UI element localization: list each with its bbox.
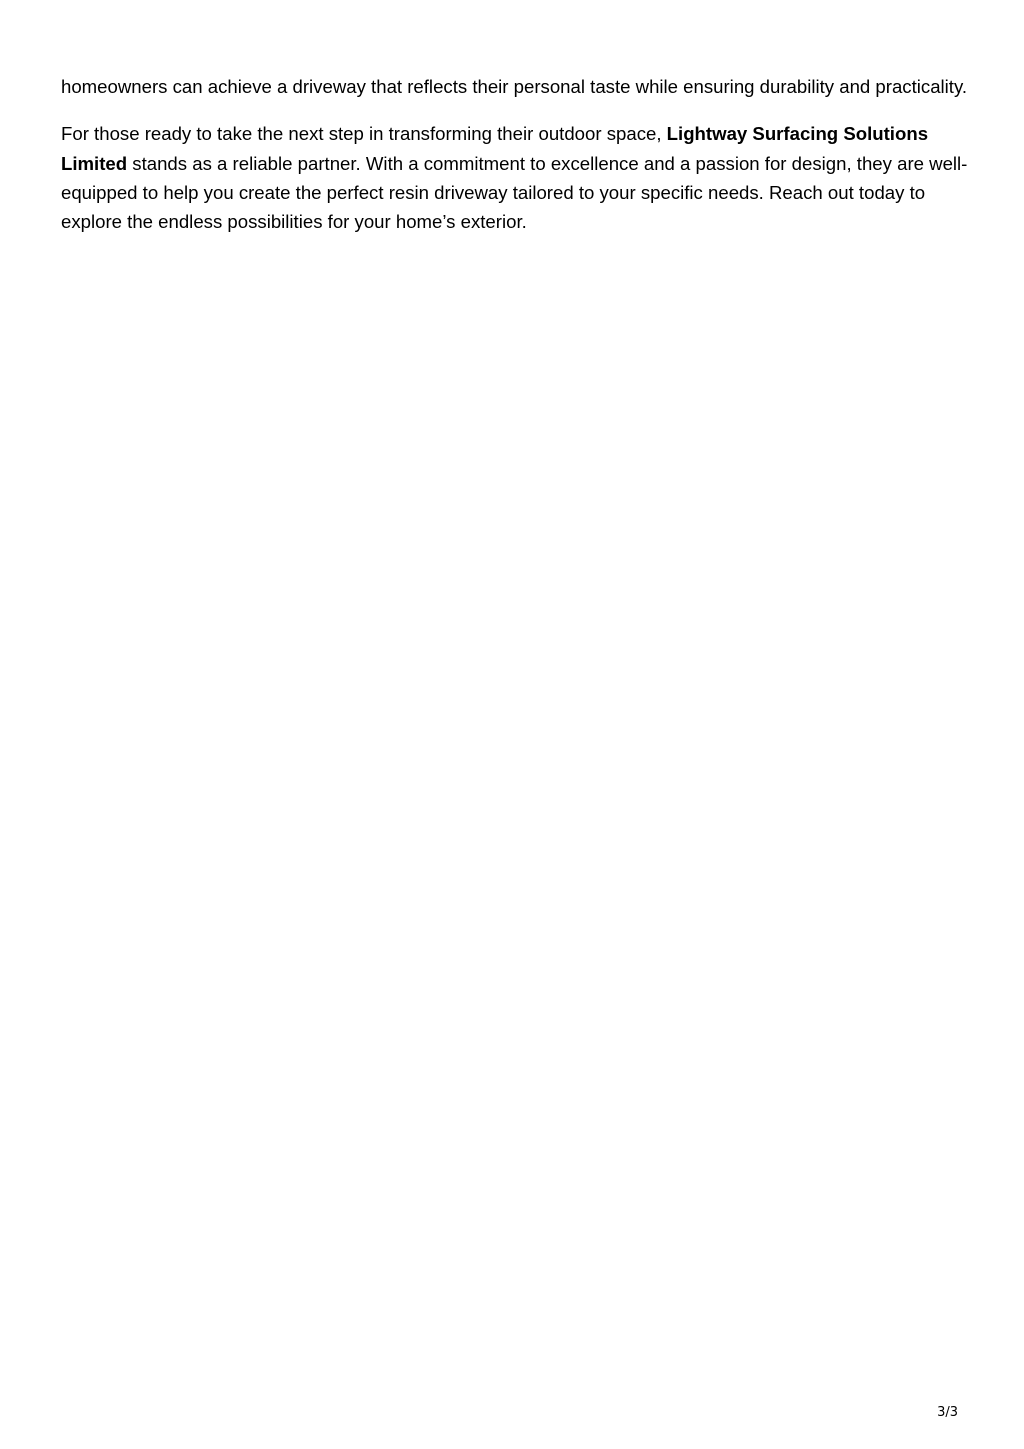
company-name: Lightway Surfacing Solutions Limited xyxy=(61,123,929,174)
paragraph-2-text-before: For those ready to take the next step in transforming their outdoor space, xyxy=(61,123,667,145)
paragraph-continued xyxy=(61,72,969,101)
document-body xyxy=(61,72,969,254)
paragraph-2-text-after: stands as a reliable partner. With a commitment to excellence and a passion for design, they are well-equipped to help you create the perfect resin driveway tailored to your specific needs. Reach out today to explore the endless possibilities for your home’s exterior. xyxy=(61,152,968,233)
paragraph-closing xyxy=(61,119,969,236)
paragraph-1-text: homeowners can achieve a driveway that reflects their personal taste while ensuring durability and practicality. xyxy=(61,76,968,97)
page-number: 3/3 xyxy=(937,1405,958,1420)
